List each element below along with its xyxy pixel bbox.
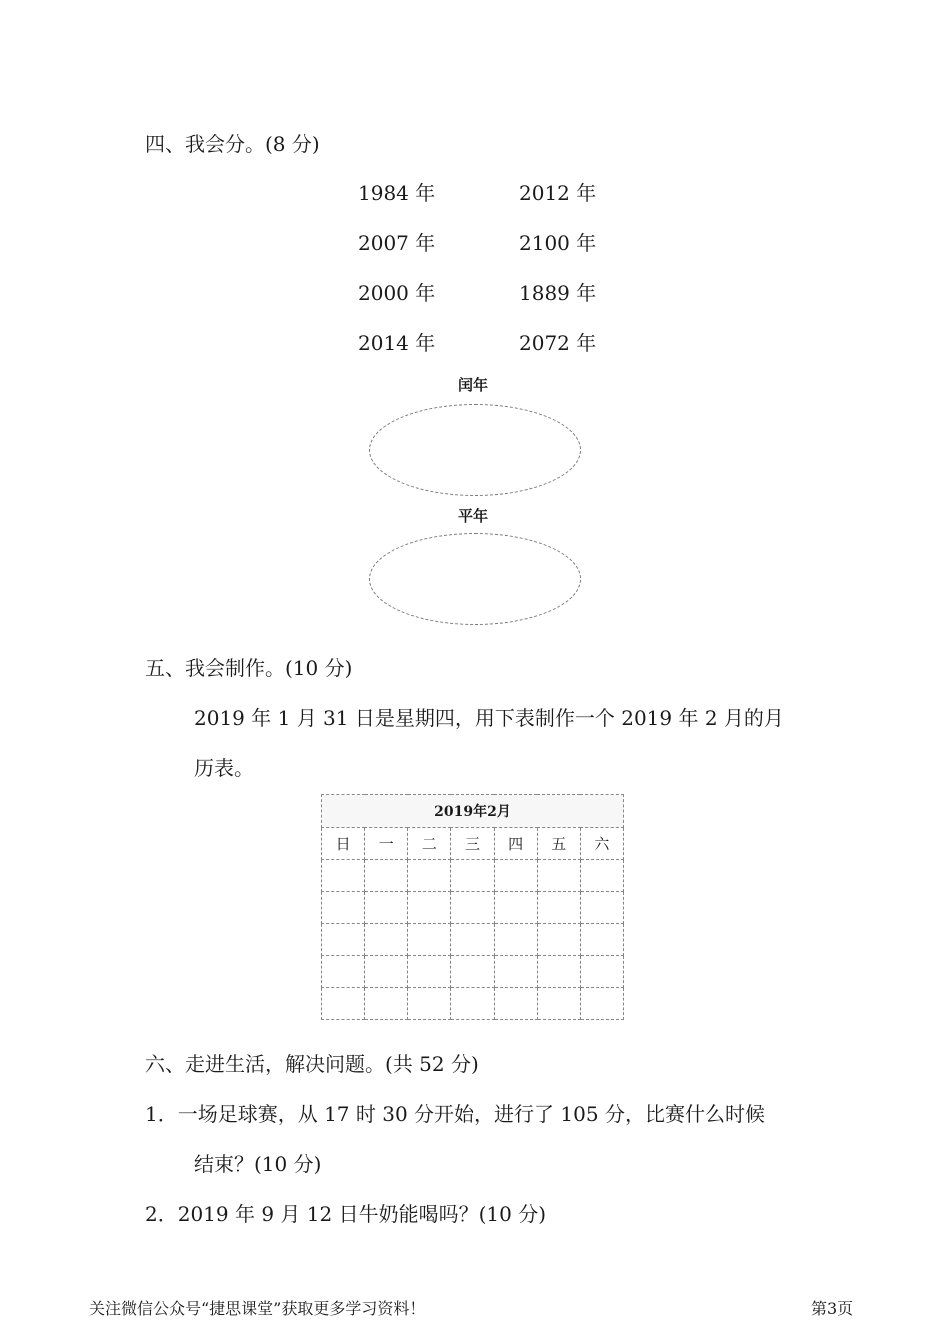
calendar-cell <box>580 892 623 924</box>
calendar-title: 2019年2月 <box>322 795 624 828</box>
calendar-cell <box>580 988 623 1020</box>
section-4-heading: 四、我会分。(8 分) <box>145 132 320 156</box>
year-item: 1889 年 <box>519 281 597 305</box>
calendar-week-row <box>322 860 624 892</box>
section-5-text-line2: 历表。 <box>194 756 254 780</box>
calendar-table <box>321 794 624 1020</box>
calendar-weekday-row <box>322 828 624 860</box>
calendar-cell <box>365 892 408 924</box>
calendar-cell <box>365 988 408 1020</box>
footer-promo-text: 关注微信公众号“捷思课堂”获取更多学习资料！ <box>89 1299 426 1318</box>
weekday-mon: 一 <box>365 828 408 860</box>
year-item: 2072 年 <box>519 331 597 355</box>
weekday-fri: 五 <box>537 828 580 860</box>
calendar-week-row <box>322 956 624 988</box>
leap-year-oval <box>369 404 581 496</box>
calendar-cell <box>322 892 365 924</box>
weekday-tue: 二 <box>408 828 451 860</box>
question-2: 2．2019 年 9 月 12 日牛奶能喝吗？(10 分) <box>145 1202 546 1226</box>
calendar-cell <box>580 956 623 988</box>
calendar-cell <box>408 988 451 1020</box>
year-item: 2012 年 <box>519 181 597 205</box>
calendar-cell <box>365 924 408 956</box>
calendar-cell <box>494 892 537 924</box>
year-item: 2000 年 <box>358 281 436 305</box>
calendar-cell <box>451 860 494 892</box>
calendar-cell <box>580 860 623 892</box>
calendar-cell <box>365 956 408 988</box>
calendar-cell <box>408 860 451 892</box>
question-1-line2: 结束？(10 分) <box>194 1152 322 1176</box>
calendar-cell <box>580 924 623 956</box>
section-5-heading: 五、我会制作。(10 分) <box>145 656 353 680</box>
calendar-cell <box>322 860 365 892</box>
calendar-cell <box>451 956 494 988</box>
calendar-cell <box>537 860 580 892</box>
calendar-cell <box>322 956 365 988</box>
calendar-cell <box>494 860 537 892</box>
calendar-cell <box>451 892 494 924</box>
question-1-line1: 1．一场足球赛，从 17 时 30 分开始，进行了 105 分，比赛什么时候 <box>145 1102 765 1126</box>
calendar-cell <box>494 924 537 956</box>
calendar-cell <box>451 988 494 1020</box>
year-item: 2100 年 <box>519 231 597 255</box>
year-item: 2014 年 <box>358 331 436 355</box>
weekday-wed: 三 <box>451 828 494 860</box>
section-6-heading: 六、走进生活，解决问题。(共 52 分) <box>145 1052 479 1076</box>
page-number: 第3页 <box>811 1299 854 1318</box>
calendar-week-row <box>322 988 624 1020</box>
calendar-week-row <box>322 892 624 924</box>
calendar-cell <box>322 988 365 1020</box>
calendar-cell <box>365 860 408 892</box>
calendar-cell <box>537 924 580 956</box>
leap-year-label: 闰年 <box>458 376 489 394</box>
calendar-week-row <box>322 924 624 956</box>
calendar-cell <box>537 892 580 924</box>
year-item: 1984 年 <box>358 181 436 205</box>
calendar-cell <box>494 956 537 988</box>
common-year-oval <box>369 533 581 625</box>
weekday-sat: 六 <box>580 828 623 860</box>
year-item: 2007 年 <box>358 231 436 255</box>
section-5-text-line1: 2019 年 1 月 31 日是星期四，用下表制作一个 2019 年 2 月的月 <box>194 706 784 730</box>
calendar-cell <box>537 988 580 1020</box>
common-year-label: 平年 <box>458 507 489 525</box>
weekday-sun: 日 <box>322 828 365 860</box>
weekday-thu: 四 <box>494 828 537 860</box>
calendar-cell <box>408 892 451 924</box>
calendar-cell <box>451 924 494 956</box>
calendar-cell <box>537 956 580 988</box>
calendar-cell <box>494 988 537 1020</box>
calendar-cell <box>408 924 451 956</box>
calendar-cell <box>322 924 365 956</box>
calendar-cell <box>408 956 451 988</box>
